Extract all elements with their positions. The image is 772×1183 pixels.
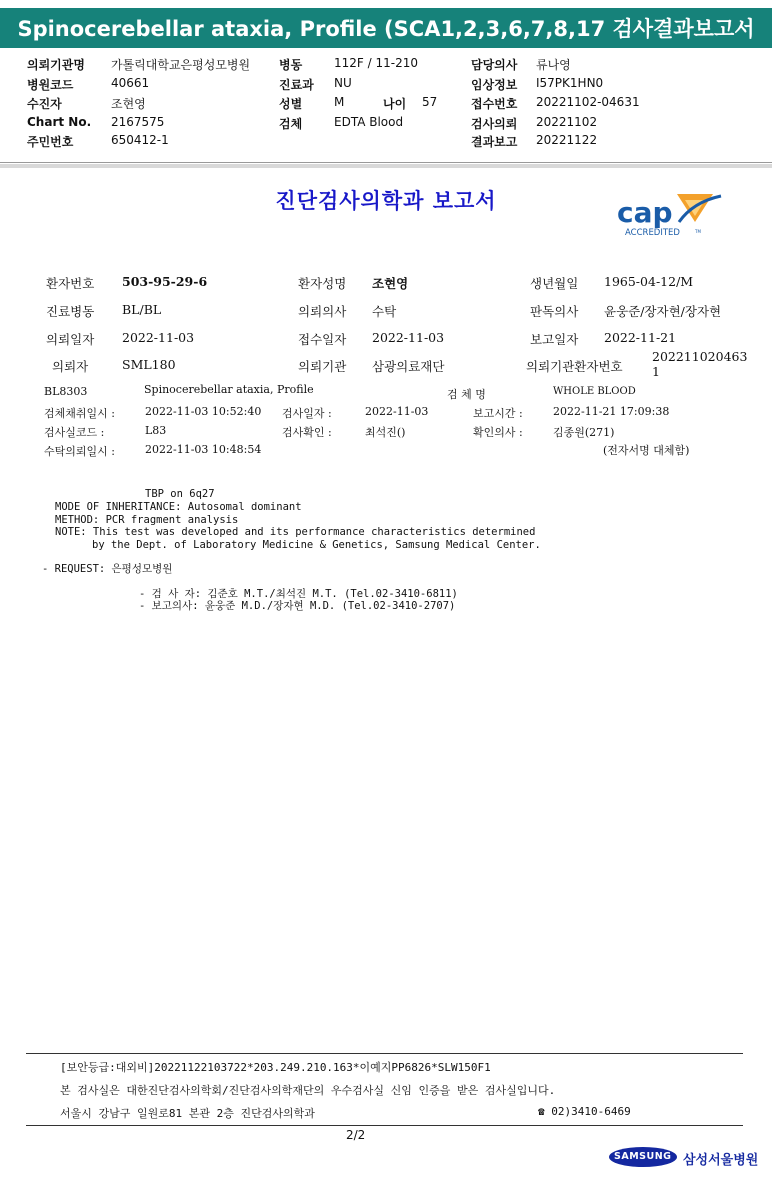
samsung-hospital-logo — [609, 1144, 759, 1172]
cap-logo-sub: ACCREDITED — [625, 228, 680, 238]
doctor-label: 담당의사 — [471, 58, 518, 72]
header-divider — [0, 162, 772, 163]
rrn-value: 650412-1 — [111, 133, 169, 147]
reporter-line: - 보고의사: 윤웅준 M.D./장자현 M.D. (Tel.02-3410-2707) — [139, 600, 456, 612]
report-time-label: 보고시간 : — [473, 407, 523, 420]
result-label: 결과보고 — [471, 135, 518, 149]
age-label: 나이 — [383, 97, 407, 111]
title-bar — [0, 8, 772, 48]
patient-value: 조현영 — [111, 97, 146, 111]
specimen-label: 검체 — [279, 117, 303, 131]
reader-label: 판독의사 — [530, 304, 579, 319]
cert-line: 본 검사실은 대한진단검사의학회/진단검사의학재단의 우수검사실 신임 인증을 받은 검사실입니다. — [60, 1084, 556, 1097]
reader-value: 윤웅준/장자현/장자현 — [604, 304, 722, 319]
lab-code-value: L83 — [145, 424, 167, 437]
chart-label: Chart No. — [27, 115, 92, 129]
exam-date-label: 검사일자 : — [282, 407, 332, 420]
body-line-5: by the Dept. of Laboratory Medicine & Genetics, Samsung Medical Center. — [92, 539, 541, 551]
test-specimen-value: WHOLE BLOOD — [553, 386, 636, 397]
receipt-value: 20221102-04631 — [536, 95, 640, 109]
phone-value: 02)3410-6469 — [551, 1105, 631, 1118]
request-value: 20221102 — [536, 115, 598, 129]
req-inst-pt-label: 의뢰기관환자번호 — [526, 359, 623, 374]
institution-label: 의뢰기관명 — [27, 58, 85, 72]
esign-note: (전자서명 대체함) — [603, 444, 690, 457]
req-inst-pt-value-2: 1 — [652, 364, 660, 379]
test-specimen-label: 검 체 명 — [447, 388, 486, 401]
req-doc-label: 의뢰의사 — [298, 304, 347, 319]
phone-line — [538, 1105, 631, 1118]
sex-label: 성별 — [279, 97, 303, 111]
req-date-value: 2022-11-03 — [122, 330, 195, 345]
age-value: 57 — [422, 95, 438, 109]
body-line-3: METHOD: PCR fragment analysis — [55, 514, 239, 526]
specimen-value: EDTA Blood — [334, 115, 404, 129]
clinical-label: 임상정보 — [471, 78, 518, 92]
receipt-label: 접수번호 — [471, 97, 518, 111]
rep-date-label: 보고일자 — [530, 332, 579, 347]
req-date-label: 의뢰일자 — [46, 332, 95, 347]
footer-bottom-line — [26, 1125, 743, 1126]
security-line: [보안등급:대외비]20221122103722*203.249.210.163*이예지PP6826*SLW150F1 — [60, 1061, 491, 1074]
pt-name-label: 환자성명 — [298, 276, 347, 291]
hospital-code-value: 40661 — [111, 76, 150, 90]
document-title: Spinocerebellar ataxia, Profile (SCA1,2,3,6,7,8,17 검사결과보고서 — [17, 17, 755, 41]
result-value: 20221122 — [536, 133, 598, 147]
requester-label: 의뢰자 — [52, 359, 89, 374]
phone-icon: ☎ — [538, 1105, 545, 1118]
institution-value: 가톨릭대학교은평성모병원 — [111, 58, 251, 72]
dept-label: 진료과 — [279, 78, 314, 92]
confirm-value: 최석진() — [365, 426, 406, 439]
cap-logo-text: cap — [617, 196, 673, 229]
page-number: 2/2 — [346, 1128, 366, 1142]
lab-code-label: 검사실코드 : — [44, 426, 105, 439]
rrn-label: 주민번호 — [27, 135, 74, 149]
requester-value: SML180 — [122, 357, 176, 372]
header-divider-band — [0, 164, 772, 168]
ward-label: 병동 — [279, 58, 303, 72]
cap-accredited-logo — [613, 192, 725, 244]
confirm-doc-label: 확인의사 : — [473, 426, 523, 439]
req-inst-pt-value-1: 202211020463 — [652, 349, 748, 364]
chart-value: 2167575 — [111, 115, 165, 129]
pt-ward-value: BL/BL — [122, 302, 162, 317]
clinical-value: I57PK1HN0 — [536, 76, 604, 90]
req-doc-value: 수탁 — [372, 304, 397, 319]
dept-value: NU — [334, 76, 352, 90]
confirm-label: 검사확인 : — [282, 426, 332, 439]
examiner-line: - 검 사 자: 김준호 M.T./최석진 M.T. (Tel.02-3410-6811) — [139, 588, 458, 600]
hospital-code-label: 병원코드 — [27, 78, 74, 92]
body-line-2: MODE OF INHERITANCE: Autosomal dominant — [55, 501, 302, 513]
exam-date-value: 2022-11-03 — [365, 405, 429, 418]
request-label: 검사의뢰 — [471, 117, 518, 131]
confirm-doc-value: 김종원(271) — [553, 426, 615, 439]
test-code: BL8303 — [44, 385, 88, 398]
dob-value: 1965-04-12/M — [604, 274, 694, 289]
footer-top-line — [26, 1053, 743, 1054]
hospital-name: 삼성서울병원 — [683, 1153, 759, 1168]
consign-label: 수탁의뢰일시 : — [44, 445, 115, 458]
ward-value: 112F / 11-210 — [334, 56, 418, 70]
report-title: 진단검사의학과 보고서 — [275, 188, 497, 213]
request-line: - REQUEST: 은평성모병원 — [42, 563, 173, 575]
recv-date-label: 접수일자 — [298, 332, 347, 347]
consign-value: 2022-11-03 10:48:54 — [145, 443, 262, 456]
pt-ward-label: 진료병동 — [46, 304, 95, 319]
patient-label: 수진자 — [27, 97, 62, 111]
sex-value: M — [334, 95, 345, 109]
req-inst-value: 삼광의료재단 — [372, 359, 445, 374]
cap-logo-tm: TM — [695, 229, 701, 234]
test-name: Spinocerebellar ataxia, Profile — [144, 383, 314, 396]
body-line-4: NOTE: This test was developed and its performance characteristics determined — [55, 526, 536, 538]
pt-no-label: 환자번호 — [46, 276, 95, 291]
collect-label: 검체채취일시 : — [44, 407, 115, 420]
report-time-value: 2022-11-21 17:09:38 — [553, 405, 670, 418]
pt-name-value: 조현영 — [372, 276, 409, 291]
rep-date-value: 2022-11-21 — [604, 330, 677, 345]
req-inst-label: 의뢰기관 — [298, 359, 347, 374]
address-line: 서울시 강남구 일원로81 본관 2층 진단검사의학과 — [60, 1107, 315, 1120]
samsung-wordmark: SAMSUNG — [614, 1151, 672, 1162]
collect-value: 2022-11-03 10:52:40 — [145, 405, 262, 418]
pt-no-value: 503-95-29-6 — [122, 274, 208, 289]
body-line-1: TBP on 6q27 — [145, 488, 215, 500]
doctor-value: 류나영 — [536, 58, 571, 72]
recv-date-value: 2022-11-03 — [372, 330, 445, 345]
dob-label: 생년월일 — [530, 276, 579, 291]
